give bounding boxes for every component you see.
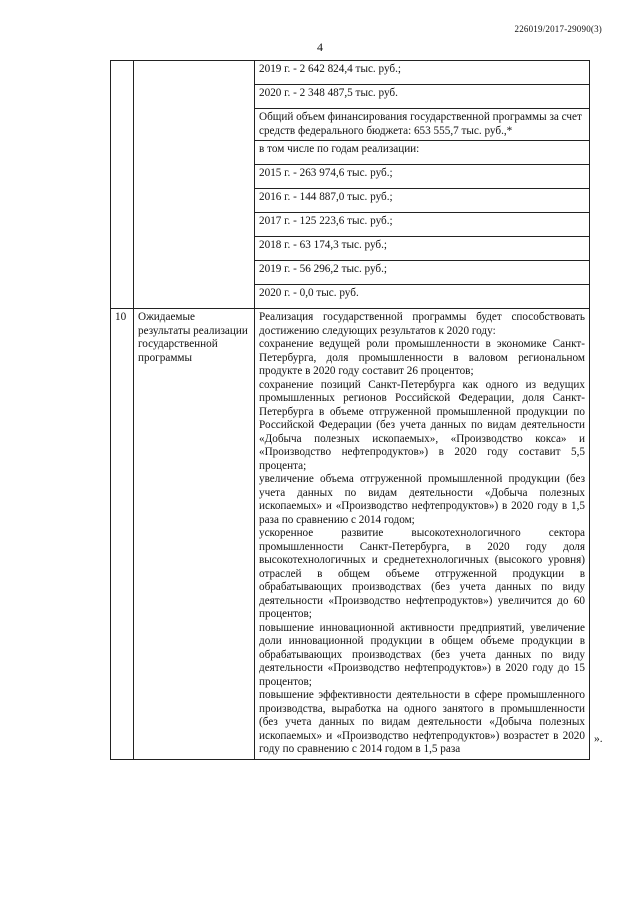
row-number: 10 [111,309,134,760]
results-paragraph: Реализация государственной программы будет способствовать достижению следующих результатов к 2020 году: [259,311,585,337]
results-paragraph: повышение инновационной активности предприятий, увеличение доли инновационной продукции в общем объеме продукции в обрабатывающих производствах (без учета данных по виду деятельности «Производство нефтепродуктов») в 2020 году до 15 процентов; [259,621,585,688]
financing-total: Общий объем финансирования государственной программы за счет средств федерального бюджета: 653 555,7 тыс. руб.,* [255,109,590,141]
closing-quote-mark: ». [594,733,603,745]
financing-value: 2020 г. - 2 348 487,5 тыс. руб. [255,85,590,109]
financing-value: 2019 г. - 2 642 824,4 тыс. руб.; [255,61,590,85]
financing-value: 2017 г. - 125 223,6 тыс. руб.; [255,213,590,237]
financing-subheading: в том числе по годам реализации: [255,141,590,165]
financing-value: 2016 г. - 144 887,0 тыс. руб.; [255,189,590,213]
row-number-cell [111,61,134,309]
results-paragraph: повышение эффективности деятельности в сфере промышленного производства, выработка на одного занятого в промышленности (без учета данных по видам деятельности «Добыча полезных ископаемых» и «Производство нефтепродуктов») возрастет в 2020 году по сравнению с 2014 годом в 1,5 раза [259,689,585,755]
document-id: 226019/2017-29090(3) [514,24,602,34]
financing-value: 2015 г. - 263 974,6 тыс. руб.; [255,165,590,189]
financing-row [111,61,590,85]
financing-value: 2020 г. - 0,0 тыс. руб. [255,285,590,309]
expected-results-row [111,309,590,760]
results-paragraph: сохранение позиций Санкт-Петербурга как одного из ведущих промышленных регионов Российской Федерации, доля Санкт-Петербурга в объеме отгруженной промышленной продукции по Российской Федерации (без учета данных по видам деятельности «Добыча полезных ископаемых», «Производство кокса» и «Производство нефтепродуктов») в 2020 году составит 5,5 процента; [259,378,585,472]
results-paragraph: сохранение ведущей роли промышленности в экономике Санкт-Петербурга, доля промышленности в валовом региональном продукте в 2020 году составит 26 процентов; [259,338,585,377]
expected-results-text [255,309,590,760]
financing-value: 2018 г. - 63 174,3 тыс. руб.; [255,237,590,261]
row-title: Ожидаемые результаты реализации государственной программы [134,309,255,760]
page-number: 4 [317,40,323,54]
program-passport-table [110,60,590,760]
results-paragraph: увеличение объема отгруженной промышленной продукции (без учета данных по видам деятельности «Добыча полезных ископаемых» и «Производство нефтепродуктов») в 2020 году в 1,5 раза по сравнению с 2014 годом; [259,473,585,526]
financing-value: 2019 г. - 56 296,2 тыс. руб.; [255,261,590,285]
row-name-cell [134,61,255,309]
results-paragraph: ускоренное развитие высокотехнологичного сектора промышленности Санкт-Петербурга, в 2020 году доля высокотехнологичных и среднетехнологичных (высокого уровня) отраслей в общем объеме отгруженной продукции в обрабатывающих производствах (без учета данных по виду деятельности «Производство нефтепродуктов») увеличится до 60 процентов; [259,527,585,620]
